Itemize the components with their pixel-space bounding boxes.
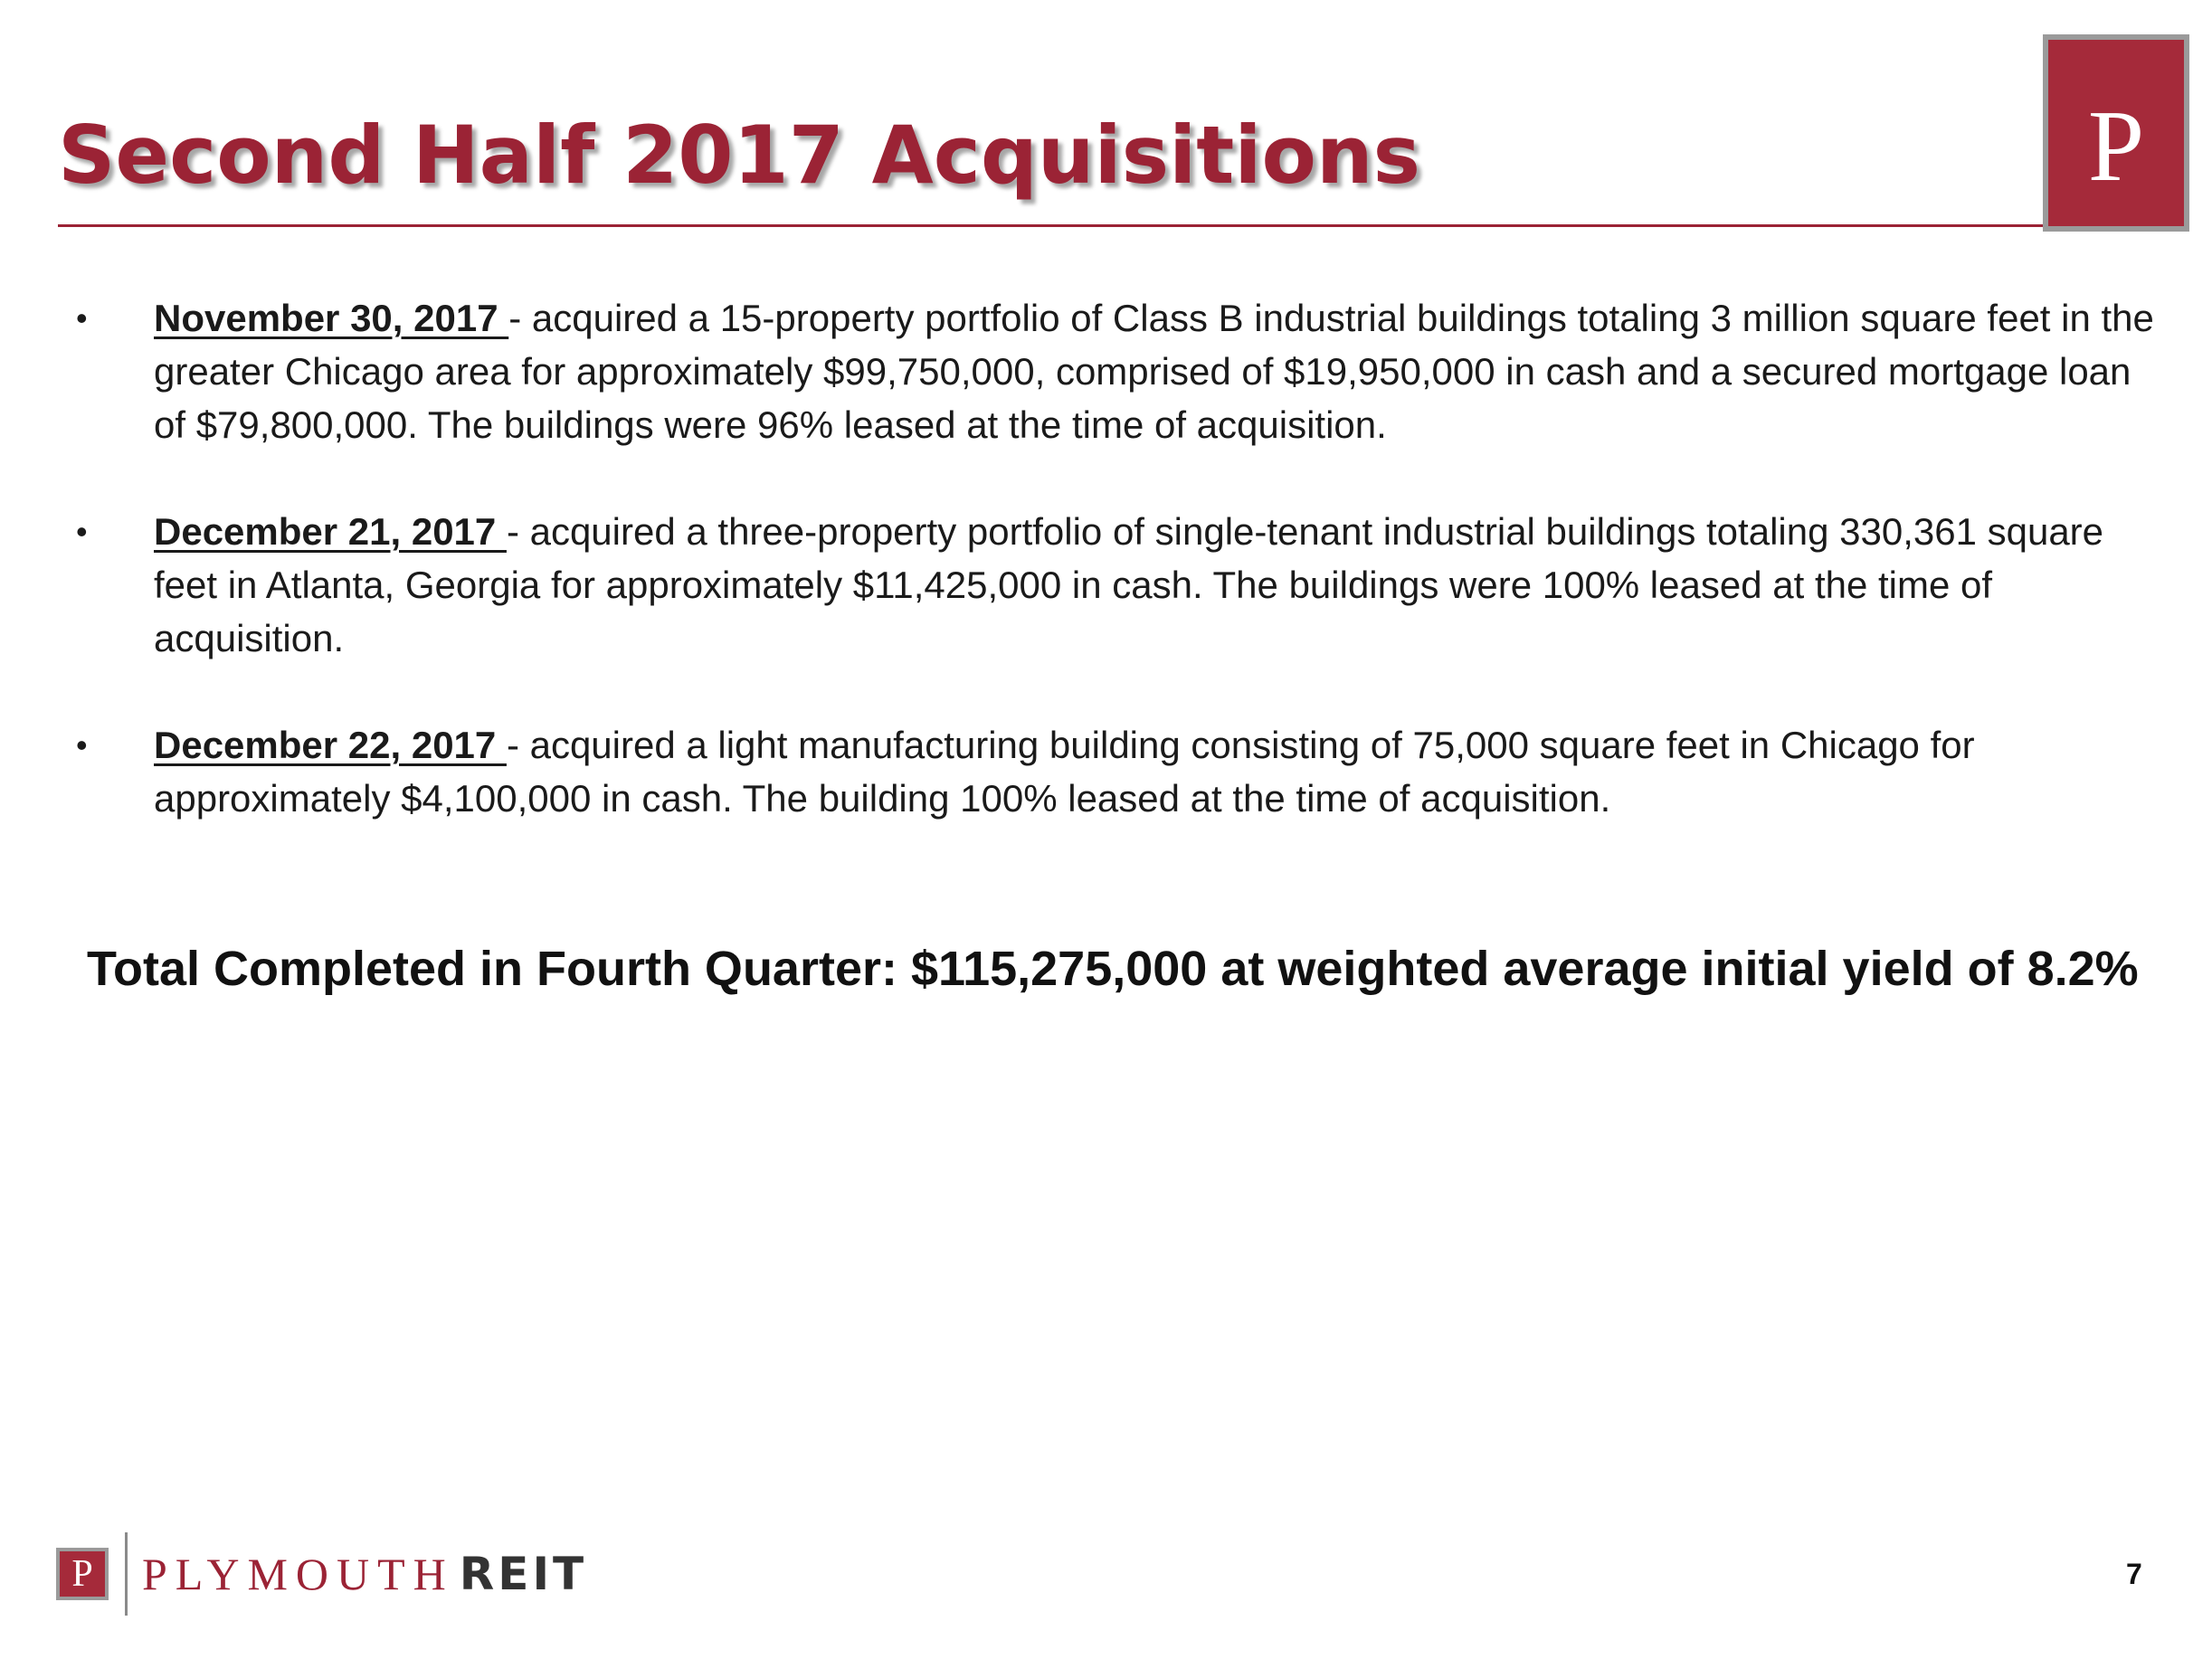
acquisition-date: December 21, 2017: [154, 510, 507, 553]
title-divider: [58, 224, 2059, 227]
footer-company-name: PLYMOUTH: [142, 1549, 454, 1599]
bullet-icon: •: [76, 513, 88, 550]
acquisition-date: November 30, 2017: [154, 297, 509, 339]
quarter-total-summary: Total Completed in Fourth Quarter: $115,275,000 at weighted average initial yield of 8.2%: [87, 942, 2139, 996]
footer-logo-divider: [125, 1532, 128, 1616]
bullet-icon: •: [76, 726, 88, 763]
plymouth-logo-badge: [2043, 34, 2189, 232]
acquisition-item-dec-22: [76, 718, 2157, 825]
slide-title: Second Half 2017 Acquisitions: [58, 109, 1420, 202]
acquisition-description: - acquired a 15-property portfolio of Class B industrial buildings totaling 3 million square feet in the greater Chicago area for approximately $99,750,000, comprised of $19,950,000 in cash and a secured mortgage loan of $79,800,000. The buildings were 96% leased at the time of acquisition.: [154, 297, 2154, 446]
acquisition-item-dec-21: [76, 505, 2157, 665]
acquisition-list: [76, 291, 2157, 878]
acquisition-item-nov-30: [76, 291, 2157, 451]
logo-letter: P: [2087, 90, 2145, 203]
bullet-icon: •: [76, 299, 88, 337]
acquisition-description: - acquired a light manufacturing building consisting of 75,000 square feet in Chicago for approximately $4,100,000 in cash. The building 100% leased at the time of acquisition.: [154, 724, 1975, 820]
acquisition-date: December 22, 2017: [154, 724, 507, 766]
footer-logo-mark: P: [56, 1548, 109, 1600]
page-number: 7: [2126, 1558, 2142, 1590]
footer-logo: [56, 1532, 587, 1616]
footer-company-suffix: REIT: [459, 1548, 588, 1600]
acquisition-description: - acquired a three-property portfolio of single-tenant industrial buildings totaling 330,361 square feet in Atlanta, Georgia for approximately $11,425,000 in cash. The buildings were 100% leased at the time of acquisition.: [154, 510, 2104, 659]
